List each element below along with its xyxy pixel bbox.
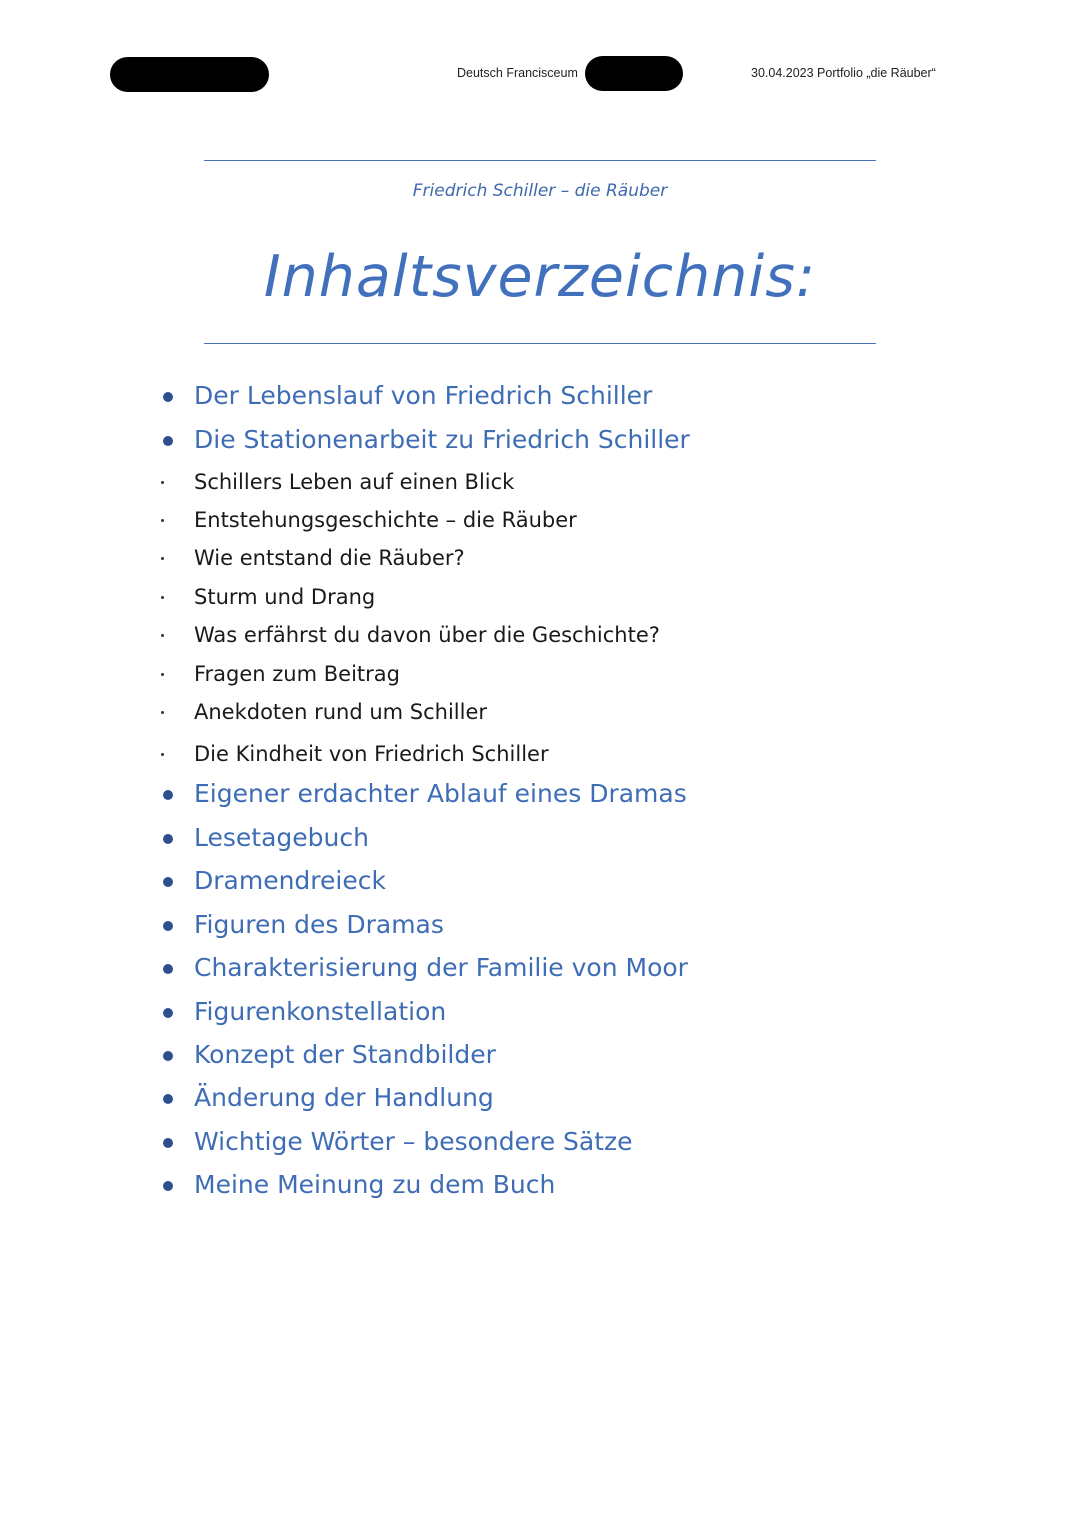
toc-item-label: Die Stationenarbeit zu Friedrich Schiller bbox=[194, 425, 690, 454]
toc-item-label: Wie entstand die Räuber? bbox=[194, 546, 465, 570]
toc-item bbox=[0, 692, 1000, 732]
toc-item-label: Charakterisierung der Familie von Moor bbox=[194, 953, 688, 982]
bullet-dot-icon bbox=[163, 877, 173, 887]
toc-item bbox=[0, 1123, 1000, 1163]
toc-item-label: Dramendreieck bbox=[194, 866, 386, 895]
toc-item bbox=[0, 734, 1000, 774]
toc-item bbox=[0, 500, 1000, 540]
toc-item bbox=[0, 1036, 1000, 1076]
toc-item bbox=[0, 421, 1000, 461]
bullet-dot-icon bbox=[163, 1051, 173, 1061]
bullet-small-dot-icon bbox=[161, 634, 164, 637]
toc-item-label: Was erfährst du davon über die Geschichte? bbox=[194, 623, 660, 647]
toc-item bbox=[0, 993, 1000, 1033]
bullet-dot-icon bbox=[163, 436, 173, 446]
bullet-dot-icon bbox=[163, 1008, 173, 1018]
toc-item-label: Figurenkonstellation bbox=[194, 997, 447, 1026]
bullet-small-dot-icon bbox=[161, 753, 164, 756]
toc-item bbox=[0, 377, 1000, 417]
toc-item bbox=[0, 949, 1000, 989]
toc-item bbox=[0, 819, 1000, 859]
bullet-small-dot-icon bbox=[161, 557, 164, 560]
toc-item bbox=[0, 654, 1000, 694]
title-rule-bottom bbox=[204, 343, 876, 344]
toc-item-label: Meine Meinung zu dem Buch bbox=[194, 1170, 556, 1199]
toc-item bbox=[0, 862, 1000, 902]
bullet-small-dot-icon bbox=[161, 481, 164, 484]
toc-item-label: Entstehungsgeschichte – die Räuber bbox=[194, 508, 577, 532]
bullet-dot-icon bbox=[163, 834, 173, 844]
toc-item-label: Anekdoten rund um Schiller bbox=[194, 700, 488, 724]
bullet-dot-icon bbox=[163, 1138, 173, 1148]
bullet-small-dot-icon bbox=[161, 673, 164, 676]
toc-item-label: Änderung der Handlung bbox=[194, 1083, 494, 1112]
bullet-small-dot-icon bbox=[161, 596, 164, 599]
redaction-mark-left bbox=[110, 57, 269, 92]
toc-item-label: Schillers Leben auf einen Blick bbox=[194, 470, 515, 494]
page-title: Inhaltsverzeichnis: bbox=[263, 244, 817, 310]
title-rule-top bbox=[204, 160, 876, 161]
toc-item bbox=[0, 615, 1000, 655]
toc-item-label: Sturm und Drang bbox=[194, 585, 376, 609]
toc-item bbox=[0, 577, 1000, 617]
bullet-small-dot-icon bbox=[161, 711, 164, 714]
toc-item-label: Die Kindheit von Friedrich Schiller bbox=[194, 742, 549, 766]
toc-item bbox=[0, 775, 1000, 815]
toc-item-label: Wichtige Wörter – besondere Sätze bbox=[194, 1127, 633, 1156]
redaction-mark-center bbox=[585, 56, 683, 91]
bullet-dot-icon bbox=[163, 1181, 173, 1191]
toc-item-label: Der Lebenslauf von Friedrich Schiller bbox=[194, 381, 653, 410]
toc-item-label: Konzept der Standbilder bbox=[194, 1040, 496, 1069]
toc-item bbox=[0, 462, 1000, 502]
toc-item-label: Fragen zum Beitrag bbox=[194, 662, 400, 686]
toc-item-label: Figuren des Dramas bbox=[194, 910, 444, 939]
bullet-dot-icon bbox=[163, 964, 173, 974]
toc-item-label: Lesetagebuch bbox=[194, 823, 369, 852]
bullet-dot-icon bbox=[163, 1094, 173, 1104]
bullet-dot-icon bbox=[163, 392, 173, 402]
toc-item bbox=[0, 906, 1000, 946]
document-subtitle: Friedrich Schiller – die Räuber bbox=[412, 181, 668, 201]
bullet-dot-icon bbox=[163, 921, 173, 931]
bullet-dot-icon bbox=[163, 790, 173, 800]
bullet-small-dot-icon bbox=[161, 519, 164, 522]
toc-item bbox=[0, 538, 1000, 578]
header-date-portfolio: 30.04.2023 Portfolio „die Räuber“ bbox=[751, 66, 936, 80]
toc-item bbox=[0, 1166, 1000, 1206]
header-course: Deutsch Francisceum bbox=[457, 66, 578, 80]
toc-item-label: Eigener erdachter Ablauf eines Dramas bbox=[194, 779, 687, 808]
toc-item bbox=[0, 1079, 1000, 1119]
